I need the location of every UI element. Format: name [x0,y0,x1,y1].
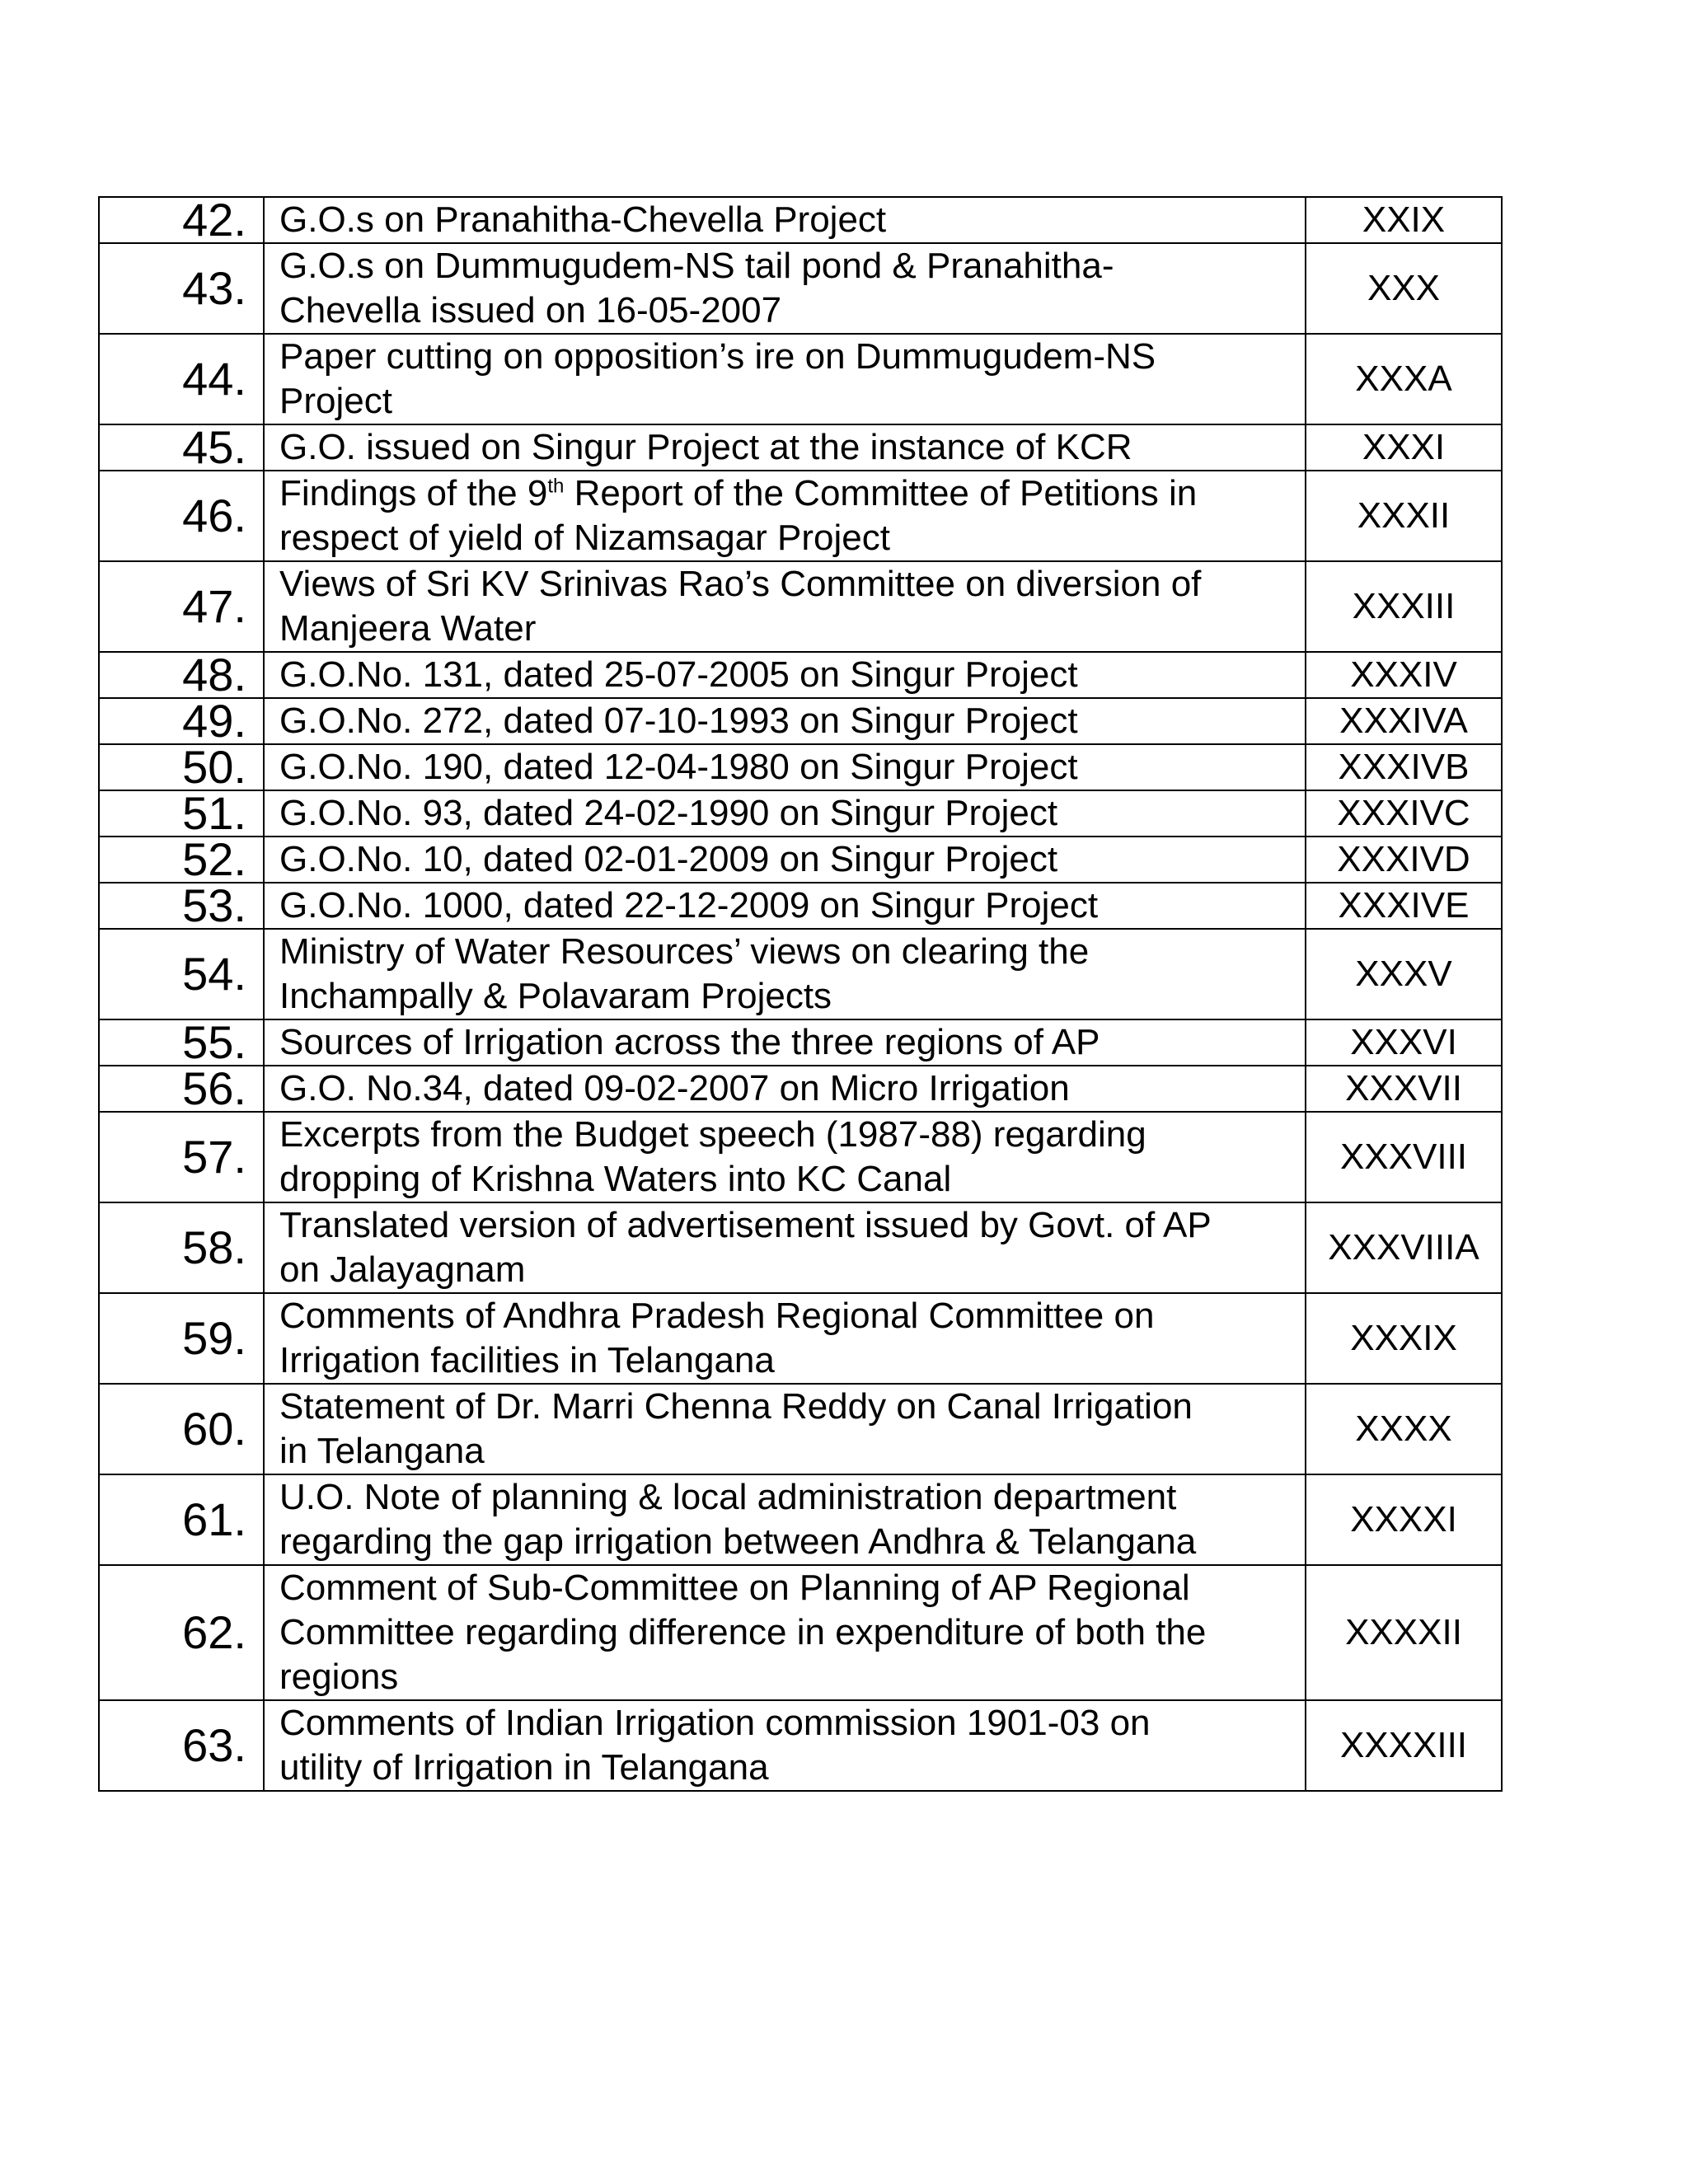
description-line: Committee regarding difference in expenditure of both the [279,1612,1207,1652]
table-row [99,744,1502,790]
row-description [264,1565,1306,1700]
description-line: G.O.s on Pranahitha-Chevella Project [279,199,887,240]
description-line: G.O.No. 93, dated 24-02-1990 on Singur Project [279,793,1058,833]
row-description [264,652,1306,698]
description-pre: Findings of the 9 [279,473,548,513]
description-line: Paper cutting on opposition’s ire on Dummugudem-NS [279,336,1156,377]
annexure-reference: XXXIVD [1306,837,1502,883]
table-row [99,652,1502,698]
row-description [264,1700,1306,1791]
annexure-reference: XXXXI [1306,1474,1502,1565]
table-row [99,424,1502,471]
description-line: Comments of Andhra Pradesh Regional Committee on [279,1296,1155,1336]
description-line: G.O. issued on Singur Project at the instance of KCR [279,427,1132,467]
annexure-reference: XXXXII [1306,1565,1502,1700]
row-number: 55. [99,1019,264,1066]
annexure-reference: XXXII [1306,471,1502,561]
row-description [264,837,1306,883]
table-row [99,197,1502,243]
description-line: Comment of Sub-Committee on Planning of AP Regional [279,1568,1190,1608]
table-row [99,561,1502,652]
table-row [99,334,1502,424]
row-description [264,197,1306,243]
row-description [264,698,1306,744]
description-line: G.O.No. 190, dated 12-04-1980 on Singur Project [279,747,1078,787]
row-description [264,929,1306,1019]
row-description [264,334,1306,424]
description-line: Project [279,381,392,421]
description-line: Views of Sri KV Srinivas Rao’s Committee on diversion of [279,564,1202,604]
row-number: 63. [99,1700,264,1791]
description-sup: th [547,475,565,498]
table-row [99,698,1502,744]
table-body [99,194,1502,1791]
description-line: Ministry of Water Resources’ views on clearing the [279,931,1090,972]
row-number: 47. [99,561,264,652]
table-row [99,1700,1502,1791]
row-number: 58. [99,1202,264,1293]
row-number: 51. [99,790,264,837]
description-line: Comments of Indian Irrigation commission 1901-03 on [279,1703,1151,1743]
description-line: regions [279,1657,399,1697]
description-line: respect of yield of Nizamsagar Project [279,518,890,558]
table-row [99,1066,1502,1112]
table-row [99,1019,1502,1066]
annexure-reference: XXXXIII [1306,1700,1502,1791]
annexure-reference: XXXIVE [1306,883,1502,929]
row-number: 59. [99,1293,264,1384]
row-description [264,1066,1306,1112]
row-description [264,1019,1306,1066]
row-number: 57. [99,1112,264,1202]
row-description [264,790,1306,837]
description-line: G.O.No. 131, dated 25-07-2005 on Singur Project [279,654,1078,695]
table-row [99,790,1502,837]
row-description [264,424,1306,471]
description-line: G.O.No. 272, dated 07-10-1993 on Singur Project [279,701,1078,741]
row-number: 60. [99,1384,264,1474]
description-line: U.O. Note of planning & local administration department [279,1477,1177,1517]
description-line: dropping of Krishna Waters into KC Canal [279,1159,952,1199]
row-number: 45. [99,424,264,471]
description-line: Translated version of advertisement issued by Govt. of AP [279,1205,1212,1245]
row-description [264,1384,1306,1474]
description-line: Inchampally & Polavaram Projects [279,976,832,1016]
annexure-reference: XXXIII [1306,561,1502,652]
row-number: 61. [99,1474,264,1565]
annexure-reference: XXXA [1306,334,1502,424]
row-number: 50. [99,744,264,790]
table-row [99,243,1502,334]
description-line: Irrigation facilities in Telangana [279,1340,775,1380]
row-description [264,883,1306,929]
row-number: 53. [99,883,264,929]
annexure-reference: XXXIVA [1306,698,1502,744]
row-description [264,561,1306,652]
description-line: regarding the gap irrigation between Andhra & Telangana [279,1521,1197,1562]
row-number: 49. [99,698,264,744]
row-number: 46. [99,471,264,561]
description-line: in Telangana [279,1431,485,1471]
annexure-reference: XXX [1306,243,1502,334]
annexure-reference: XXXVI [1306,1019,1502,1066]
annexure-index-table [98,196,1503,1792]
annexure-reference: XXXIX [1306,1293,1502,1384]
annexure-reference: XXXVIIIA [1306,1202,1502,1293]
annexure-reference: XXXX [1306,1384,1502,1474]
table-row [99,929,1502,1019]
row-number: 56. [99,1066,264,1112]
table-row [99,837,1502,883]
description-line: Statement of Dr. Marri Chenna Reddy on Canal Irrigation [279,1386,1193,1427]
annexure-reference: XXXVII [1306,1066,1502,1112]
description-line: G.O.No. 1000, dated 22-12-2009 on Singur Project [279,885,1099,926]
description-post: Report of the Committee of Petitions in [564,473,1198,513]
row-description [264,1202,1306,1293]
table-row [99,1474,1502,1565]
annexure-reference: XXXIV [1306,652,1502,698]
annexure-reference: XXXIVC [1306,790,1502,837]
description-line: on Jalayagnam [279,1249,526,1290]
table-row [99,1565,1502,1700]
table-row [99,883,1502,929]
table-row [99,1202,1502,1293]
description-line: Sources of Irrigation across the three regions of AP [279,1022,1100,1062]
description-line: G.O.s on Dummugudem-NS tail pond & Pranahitha- [279,246,1114,286]
description-line [279,471,1293,516]
annexure-reference: XXXVIII [1306,1112,1502,1202]
table-row [99,1112,1502,1202]
annexure-reference: XXXV [1306,929,1502,1019]
row-description [264,1293,1306,1384]
row-description [264,1474,1306,1565]
description-line: Manjeera Water [279,608,537,649]
description-line: G.O.No. 10, dated 02-01-2009 on Singur Project [279,839,1058,879]
annexure-reference: XXXI [1306,424,1502,471]
annexure-reference: XXIX [1306,197,1502,243]
row-description [264,744,1306,790]
row-description [264,1112,1306,1202]
row-number: 44. [99,334,264,424]
row-number: 62. [99,1565,264,1700]
table-row [99,471,1502,561]
row-number: 54. [99,929,264,1019]
row-number: 42. [99,197,264,243]
annexure-reference: XXXIVB [1306,744,1502,790]
row-number: 52. [99,837,264,883]
row-description [264,243,1306,334]
description-line: G.O. No.34, dated 09-02-2007 on Micro Irrigation [279,1068,1070,1108]
row-description [264,471,1306,561]
table-row [99,1293,1502,1384]
description-line: Excerpts from the Budget speech (1987-88) regarding [279,1114,1146,1155]
row-number: 48. [99,652,264,698]
row-number: 43. [99,243,264,334]
table-row [99,1384,1502,1474]
description-line: utility of Irrigation in Telangana [279,1747,769,1788]
description-line: Chevella issued on 16-05-2007 [279,290,782,330]
